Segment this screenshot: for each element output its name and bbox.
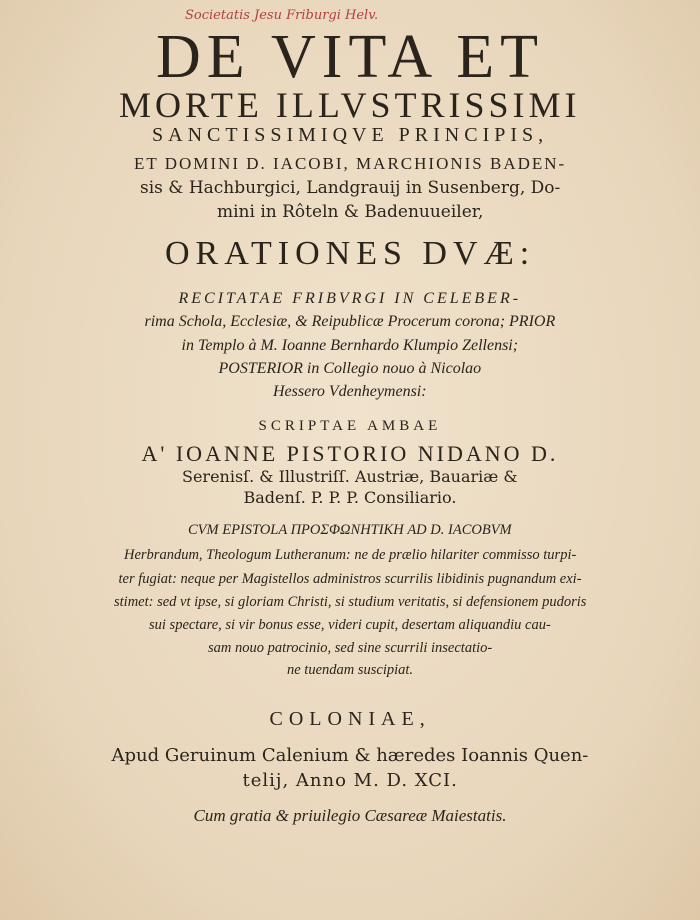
recitatae-line-3: in Templo à M. Ioanne Bernhardo Klumpio Zellensi; (181, 337, 519, 354)
scriptae-line-4: Badenſ. P. P. P. Consiliario. (243, 488, 457, 507)
title-line-2: MORTE ILLVSTRISSIMI (119, 85, 581, 125)
subtitle: ORATIONES DVÆ: (165, 235, 536, 272)
epistola-line-4: stimet: sed vt ipse, si gloriam Christi, si studium veritatis, si defensionem pudoris (114, 594, 587, 610)
imprint-printer-line-1: Apud Geruinum Calenium & hæredes Ioannis Quen- (111, 745, 589, 766)
scriptae-line-2: A' IOANNE PISTORIO NIDANO D. (141, 441, 559, 466)
recitatae-line-5: Hessero Vdenheymensi: (273, 383, 427, 400)
epistola-line-2: Herbrandum, Theologum Lutheranum: ne de prælio hilariter commisso turpi- (124, 547, 577, 563)
recitatae-line-4: POSTERIOR in Collegio nouo à Nicolao (218, 360, 482, 377)
epistola-line-5: sui spectare, si vir bonus esse, videri cupit, desertam aliquandiu cau- (149, 617, 551, 633)
epistola-line-7: ne tuendam suscipiat. (287, 662, 414, 678)
imprint-printer-line-2: telij, Anno M. D. XCI. (242, 770, 458, 791)
handwritten-inscription: Societatis Jesu Friburgi Helv. (185, 8, 379, 23)
recitatae-line-1: RECITATAE FRIBVRGI IN CELEBER- (178, 290, 522, 307)
title-line-3: SANCTISSIMIQVE PRINCIPIS, (152, 124, 549, 146)
title-line-5: sis & Hachburgici, Landgrauij in Susenberg, Do- (140, 178, 561, 198)
epistola-line-6: sam nouo patrocinio, sed sine scurrili insectatio- (208, 640, 493, 656)
scriptae-line-3: Serenisſ. & Illustriſſ. Austriæ, Bauariæ & (182, 467, 518, 486)
title-line-4: ET DOMINI D. IACOBI, MARCHIONIS BADEN- (134, 154, 567, 173)
recitatae-line-2: rima Schola, Ecclesiæ, & Reipublicæ Procerum corona; PRIOR (144, 313, 556, 330)
title-line-1: DE VITA ET (156, 23, 544, 91)
epistola-line-3: ter fugiat: neque per Magistellos administros scurrilis libidinis pugnandum exi- (118, 571, 582, 587)
epistola-line-1: CVM EPISTOLA ΠΡΟΣΦΩΝΗΤΙΚΗ AD D. IACOBVM (188, 522, 512, 538)
scriptae-line-1: SCRIPTAE AMBAE (258, 418, 442, 434)
privilege-line: Cum gratia & priuilegio Cæsareæ Maiestatis. (193, 806, 507, 825)
imprint-city: COLONIAE, (269, 708, 431, 730)
title-line-6: mini in Rôteln & Badenuueiler, (217, 202, 484, 222)
